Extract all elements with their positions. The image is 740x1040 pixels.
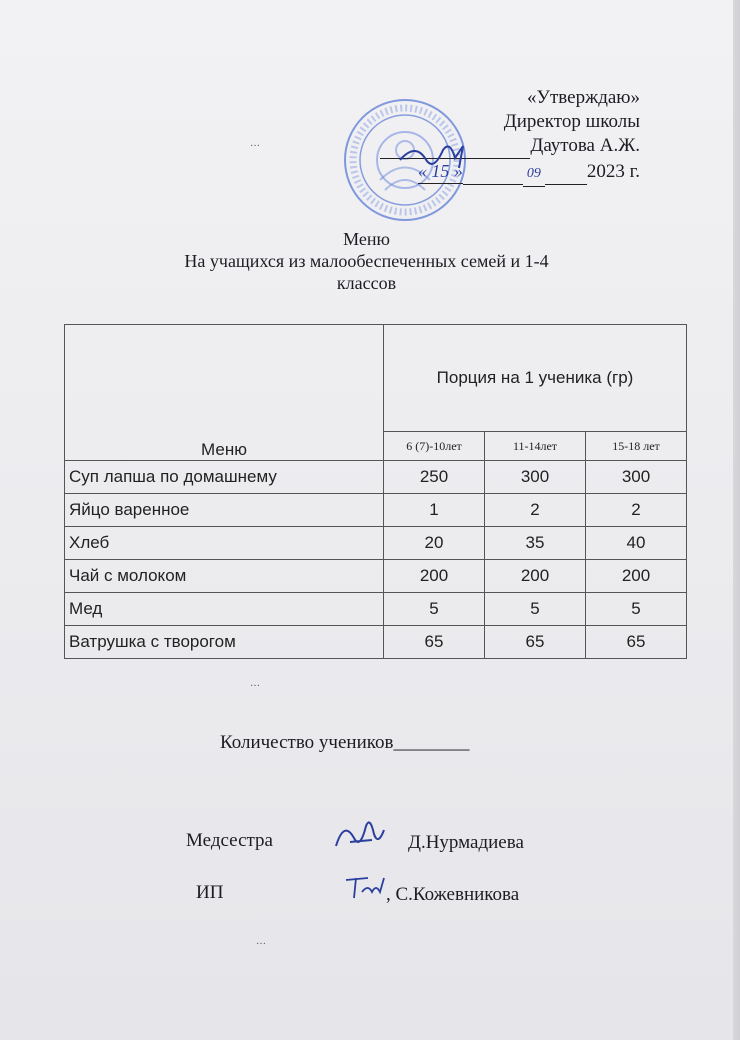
portion-value: 250	[384, 461, 485, 494]
students-count-label: Количество учеников________	[220, 732, 470, 753]
portion-value: 200	[485, 560, 586, 593]
scan-mark: …	[256, 936, 266, 947]
table-row	[65, 560, 687, 593]
ip-role: ИП	[196, 882, 224, 903]
page-edge	[733, 0, 740, 1040]
portion-value: 65	[384, 626, 485, 659]
nurse-signature	[330, 812, 390, 858]
portion-value: 5	[586, 593, 687, 626]
ip-signature	[342, 870, 392, 904]
portion-value: 65	[485, 626, 586, 659]
portion-value: 300	[586, 461, 687, 494]
ip-name: , С.Кожевникова	[386, 884, 520, 905]
table-row	[65, 461, 687, 494]
approval-line2: Директор школы	[503, 111, 640, 132]
scan-mark: …	[250, 138, 260, 149]
date-year: 2023 г.	[586, 161, 640, 182]
portion-value: 2	[586, 494, 687, 527]
age-group-1: 6 (7)-10лет	[384, 432, 485, 461]
portion-value: 1	[384, 494, 485, 527]
portion-value: 2	[485, 494, 586, 527]
header-menu: Меню	[65, 325, 384, 461]
table-row	[65, 593, 687, 626]
page-subtitle-cont: классов	[336, 273, 397, 293]
dish-name: Ватрушка с творогом	[65, 626, 384, 659]
portion-value: 200	[586, 560, 687, 593]
table-header-row	[65, 325, 687, 432]
dish-name: Чай с молоком	[65, 560, 384, 593]
page-title: Меню	[343, 229, 390, 249]
director-signature	[395, 138, 485, 180]
dish-name: Яйцо варенное	[65, 494, 384, 527]
portion-value: 20	[384, 527, 485, 560]
nurse-role: Медсестра	[186, 830, 273, 851]
portion-value: 5	[384, 593, 485, 626]
portion-value: 300	[485, 461, 586, 494]
header-portion: Порция на 1 ученика (гр)	[384, 325, 687, 432]
portion-value: 5	[485, 593, 586, 626]
dish-name: Мед	[65, 593, 384, 626]
portion-value: 200	[384, 560, 485, 593]
dish-name: Хлеб	[65, 527, 384, 560]
approval-line1: «Утверждаю»	[527, 87, 640, 108]
table-row	[65, 494, 687, 527]
portion-value: 35	[485, 527, 586, 560]
portion-value: 65	[586, 626, 687, 659]
table-row	[65, 527, 687, 560]
date-month: 09	[523, 162, 545, 187]
date-day: « 15 »	[418, 159, 463, 184]
dish-name: Суп лапша по домашнему	[65, 461, 384, 494]
age-group-3: 15-18 лет	[586, 432, 687, 461]
age-group-2: 11-14лет	[485, 432, 586, 461]
scan-mark: …	[250, 678, 260, 689]
table-row	[65, 626, 687, 659]
portion-value: 40	[586, 527, 687, 560]
menu-table	[64, 324, 687, 659]
director-name: Даутова А.Ж.	[530, 135, 640, 156]
page-subtitle: На учащихся из малообеспеченных семей и 1-4	[184, 251, 549, 271]
nurse-name: Д.Нурмадиева	[408, 832, 524, 853]
